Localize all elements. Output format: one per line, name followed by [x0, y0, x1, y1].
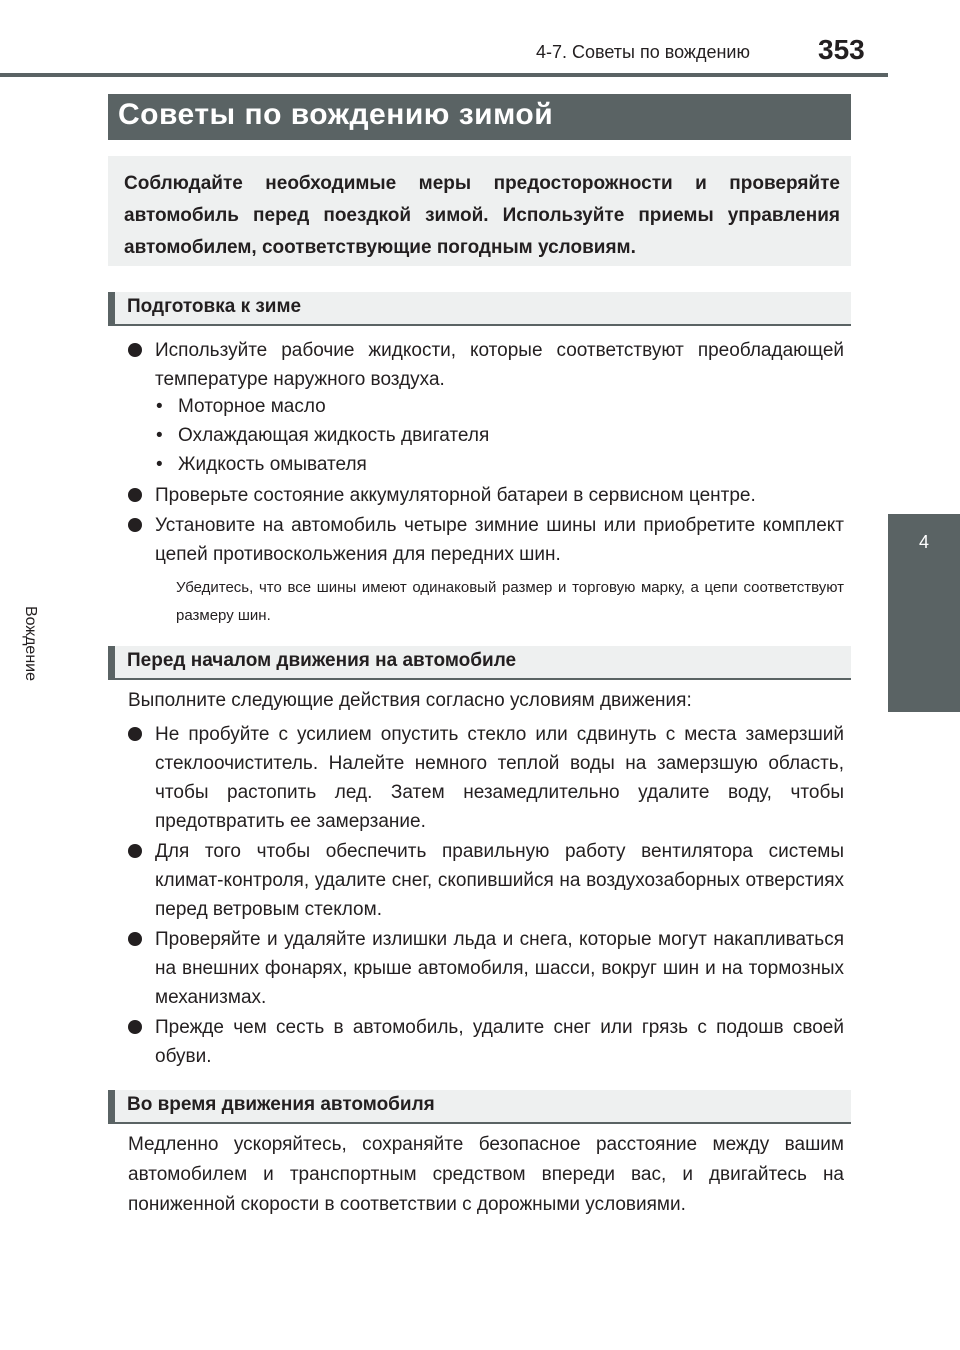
bullet-text: Для того чтобы обеспечить правильную работу вентилятора системы климат-контроля, удалите снег, скопившийся на воздухозаборных отверстиях перед ветровым стеклом.	[155, 841, 844, 920]
bullet-item	[128, 720, 844, 836]
section-heading-text: Подготовка к зиме	[127, 296, 302, 317]
bullet-text: Прежде чем сесть в автомобиль, удалите снег или грязь с подошв своей обуви.	[155, 1017, 844, 1067]
sub-bullet-icon: •	[156, 454, 163, 475]
section-heading-text: Перед началом движения на автомобиле	[127, 650, 517, 671]
bullet-text: Установите на автомобиль четыре зимние шины или приобретите комплект цепей противоскольжения для передних шин.	[155, 515, 844, 565]
section-heading-text: Во время движения автомобиля	[127, 1094, 435, 1115]
sub-list-item	[156, 450, 367, 479]
bullet-item	[128, 925, 844, 1012]
bullet-icon	[128, 727, 142, 741]
bullet-text: Используйте рабочие жидкости, которые соответствуют преобладающей температуре наружного воздуха.	[155, 340, 844, 390]
bullet-item	[128, 511, 844, 569]
page-number: 353	[818, 34, 865, 65]
bullet-item	[128, 837, 844, 924]
header-title: 4-7. Советы по вождению	[536, 42, 750, 62]
sub-bullet-icon: •	[156, 396, 163, 417]
bullet-icon	[128, 844, 142, 858]
bullet-text: Не пробуйте с усилием опустить стекло или сдвинуть с места замерзший стеклоочиститель. Налейте немного теплой воды на замерзшую область, чтобы растопить лед. Затем незамедлительно удалите воду, чтобы предотвратить ее замерзание.	[155, 724, 844, 832]
main-title-box	[108, 94, 851, 140]
bullet-icon	[128, 518, 142, 532]
bullet-item	[128, 336, 844, 394]
intro-text: Соблюдайте необходимые меры предосторожности и проверяйте автомобиль перед поездкой зимой. Используйте приемы управления автомобилем, соответствующие погодным условиям.	[124, 173, 840, 258]
header-rule	[0, 73, 888, 77]
section-heading-winter-prep	[108, 292, 851, 326]
chapter-number: 4	[918, 532, 929, 552]
lead-paragraph: Выполните следующие действия согласно условиям движения:	[128, 690, 692, 711]
bullet-item	[128, 481, 844, 510]
sub-list-text: Жидкость омывателя	[178, 454, 367, 475]
section-heading-before-driving	[108, 646, 851, 680]
body-paragraph: Медленно ускоряйтесь, сохраняйте безопасное расстояние между вашим автомобилем и транспортным средством впереди вас, и двигайтесь на пониженной скорости в соответствии с дорожными условиями.	[128, 1134, 844, 1215]
bullet-icon	[128, 1020, 142, 1034]
bullet-text: Проверяйте и удаляйте излишки льда и снега, которые могут накапливаться на внешних фонарях, крыше автомобиля, шасси, вокруг шин и на тормозных механизмах.	[155, 929, 844, 1008]
note-text: Убедитесь, что все шины имеют одинаковый размер и торговую марку, а цепи соответствуют размеру шин.	[176, 579, 844, 624]
chapter-label: Вождение	[22, 606, 39, 681]
main-title: Советы по вождению зимой	[118, 98, 554, 131]
chapter-tab	[888, 514, 960, 712]
sub-list-text: Моторное масло	[178, 396, 326, 417]
sub-bullet-icon: •	[156, 425, 163, 446]
sub-list-item	[156, 421, 489, 450]
intro-box	[108, 156, 851, 266]
bullet-icon	[128, 343, 142, 357]
section-heading-while-driving	[108, 1090, 851, 1124]
sub-list-item	[156, 392, 326, 421]
bullet-icon	[128, 488, 142, 502]
bullet-icon	[128, 932, 142, 946]
bullet-text: Проверьте состояние аккумуляторной батареи в сервисном центре.	[155, 485, 756, 506]
sub-list-text: Охлаждающая жидкость двигателя	[178, 425, 490, 446]
bullet-item	[128, 1013, 844, 1071]
